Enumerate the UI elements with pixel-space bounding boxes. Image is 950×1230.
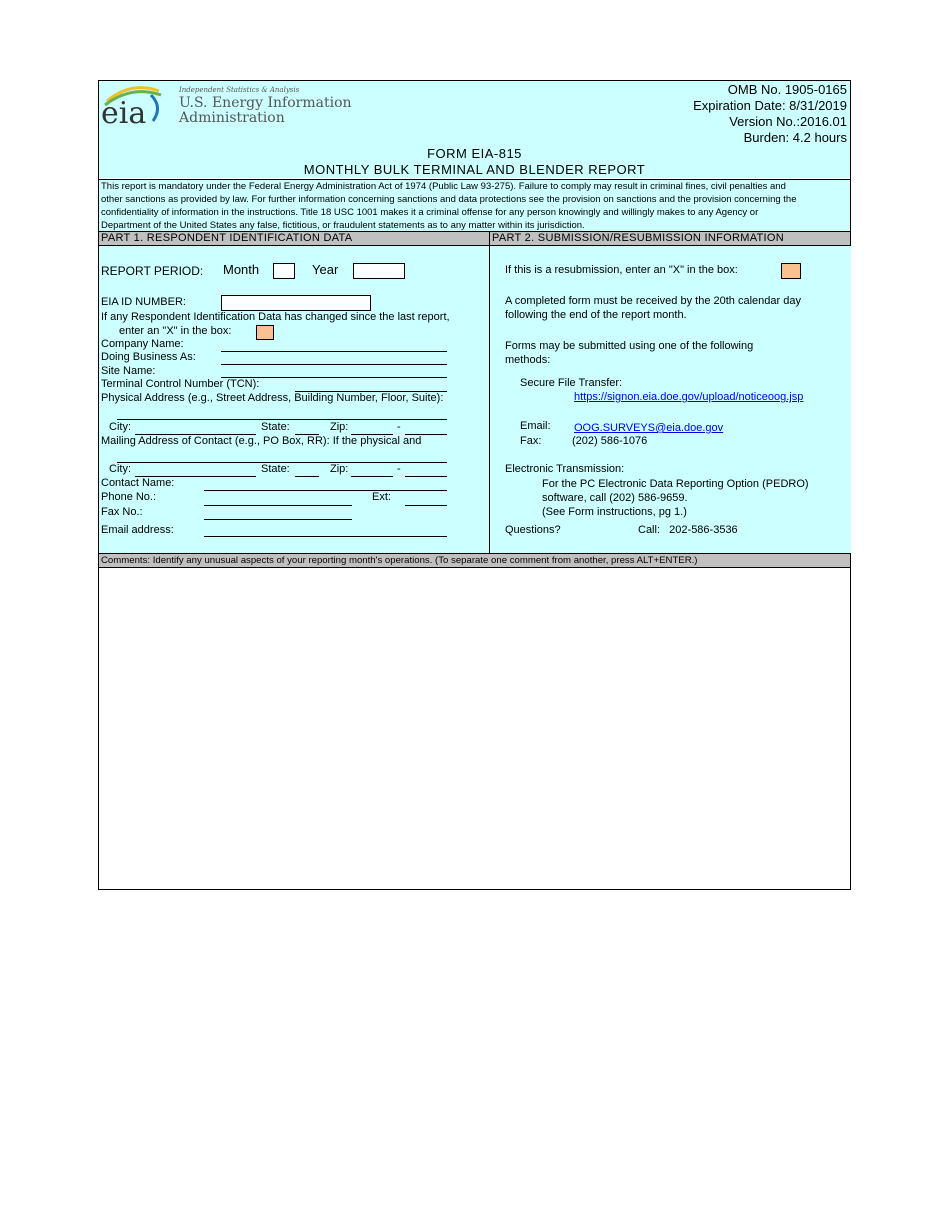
comments-input[interactable] bbox=[99, 568, 850, 889]
year-label: Year bbox=[312, 262, 339, 277]
contact-label: Contact Name: bbox=[101, 477, 175, 489]
zip-dash: - bbox=[397, 421, 401, 433]
city-label: City: bbox=[109, 463, 131, 475]
fax-label: Fax No.: bbox=[101, 506, 143, 518]
city-label: City: bbox=[109, 421, 131, 433]
state-label: State: bbox=[261, 463, 290, 475]
changed-notice: If any Respondent Identification Data has changed since the last report, bbox=[101, 311, 450, 323]
zip-dash: - bbox=[397, 463, 401, 475]
form-title: FORM EIA-815 MONTHLY BULK TERMINAL AND BLENDER REPORT bbox=[303, 146, 646, 177]
site-label: Site Name: bbox=[101, 365, 156, 377]
form-eia-815 bbox=[98, 80, 851, 890]
company-input[interactable] bbox=[221, 351, 447, 352]
eia-logo bbox=[101, 83, 163, 127]
part1-header: PART 1. RESPONDENT IDENTIFICATION DATA bbox=[99, 231, 489, 246]
month-input[interactable] bbox=[273, 263, 295, 279]
agency-name: U.S. Energy Information Administration bbox=[179, 95, 352, 126]
ext-input[interactable] bbox=[405, 505, 447, 506]
resubmission-checkbox[interactable] bbox=[781, 263, 801, 279]
year-input[interactable] bbox=[353, 263, 405, 279]
mailing-state-input[interactable] bbox=[295, 476, 319, 477]
dba-input[interactable] bbox=[221, 364, 447, 365]
tcn-label: Terminal Control Number (TCN): bbox=[101, 378, 260, 390]
part2-header: PART 2. SUBMISSION/RESUBMISSION INFORMATION bbox=[489, 231, 850, 246]
mailing-zip-input[interactable] bbox=[351, 476, 393, 477]
dba-label: Doing Business As: bbox=[101, 351, 196, 363]
physical-street-input[interactable] bbox=[117, 419, 447, 420]
zip-label: Zip: bbox=[330, 421, 349, 433]
email-link[interactable]: OOG.SURVEYS@eia.doe.gov bbox=[574, 422, 724, 434]
methods-text: Forms may be submitted using one of the following methods: bbox=[505, 340, 754, 366]
sft-label: Secure File Transfer: bbox=[520, 377, 623, 389]
contact-input[interactable] bbox=[204, 490, 447, 491]
zip-label: Zip: bbox=[330, 463, 349, 475]
fax-input[interactable] bbox=[204, 519, 352, 520]
eia-id-input[interactable] bbox=[221, 295, 371, 311]
email-input[interactable] bbox=[204, 536, 447, 537]
state-label: State: bbox=[261, 421, 290, 433]
mailing-zip4-input[interactable] bbox=[405, 476, 447, 477]
email-label: Email address: bbox=[101, 524, 174, 536]
email-method-label: Email: bbox=[520, 420, 551, 432]
logo-tagline: Independent Statistics & Analysis bbox=[179, 86, 300, 94]
omb-info: OMB No. 1905-0165 Expiration Date: 8/31/2019 Version No.:2016.01 Burden: 4.2 hours bbox=[693, 82, 847, 145]
phone-input[interactable] bbox=[204, 505, 352, 506]
fax-method-label: Fax: bbox=[520, 435, 542, 447]
changed-checkbox[interactable] bbox=[256, 325, 274, 340]
sft-link[interactable]: https://signon.eia.doe.gov/upload/noticeoog.jsp bbox=[574, 391, 804, 403]
ext-label: Ext: bbox=[372, 491, 391, 503]
fax-number: (202) 586-1076 bbox=[572, 435, 648, 447]
company-label: Company Name: bbox=[101, 338, 184, 350]
report-period-label: REPORT PERIOD: bbox=[101, 264, 204, 278]
et-details: For the PC Electronic Data Reporting Option (PEDRO) software, call (202) 586-9659. (See Form instructions, pg 1.) bbox=[542, 478, 809, 518]
et-label: Electronic Transmission: bbox=[505, 463, 625, 475]
resubmission-label: If this is a resubmission, enter an "X" in the box: bbox=[505, 264, 738, 276]
phone-label: Phone No.: bbox=[101, 491, 157, 503]
questions-phone: Call: 202-586-3536 bbox=[638, 524, 738, 536]
month-label: Month bbox=[223, 262, 260, 277]
questions-label: Questions? bbox=[505, 524, 561, 536]
eia-id-label: EIA ID NUMBER: bbox=[101, 296, 186, 308]
svg-text:eia: eia bbox=[101, 96, 147, 127]
changed-notice-box-label: enter an "X" in the box: bbox=[119, 325, 232, 337]
deadline-text: A completed form must be received by the 20th calendar day following the end of the report month. bbox=[505, 295, 801, 321]
disclaimer: This report is mandatory under the Federal Energy Administration Act of 1974 (Public Law 93-275). Failure to comply may result in criminal fines, civil penalties and other sanctions as provided by law. For further information concerning sanctions and data protections see the provision on sanctions and the provision concerning the confidentiality of information in the instructions. Title 18 USC 1001 makes it a criminal offense for any person knowingly and willingly makes to any Agency or Department of the United States any false, fictitious, or fraudulent statements as to any matter within its jurisdiction. bbox=[99, 179, 850, 231]
mailing-address-label: Mailing Address of Contact (e.g., PO Box, RR): If the physical and bbox=[101, 435, 422, 447]
comments-header: Comments: Identify any unusual aspects of your reporting month's operations. (To separate one comment from another, press ALT+ENTER.) bbox=[99, 553, 850, 568]
physical-address-label: Physical Address (e.g., Street Address, Building Number, Floor, Suite): bbox=[101, 392, 444, 404]
